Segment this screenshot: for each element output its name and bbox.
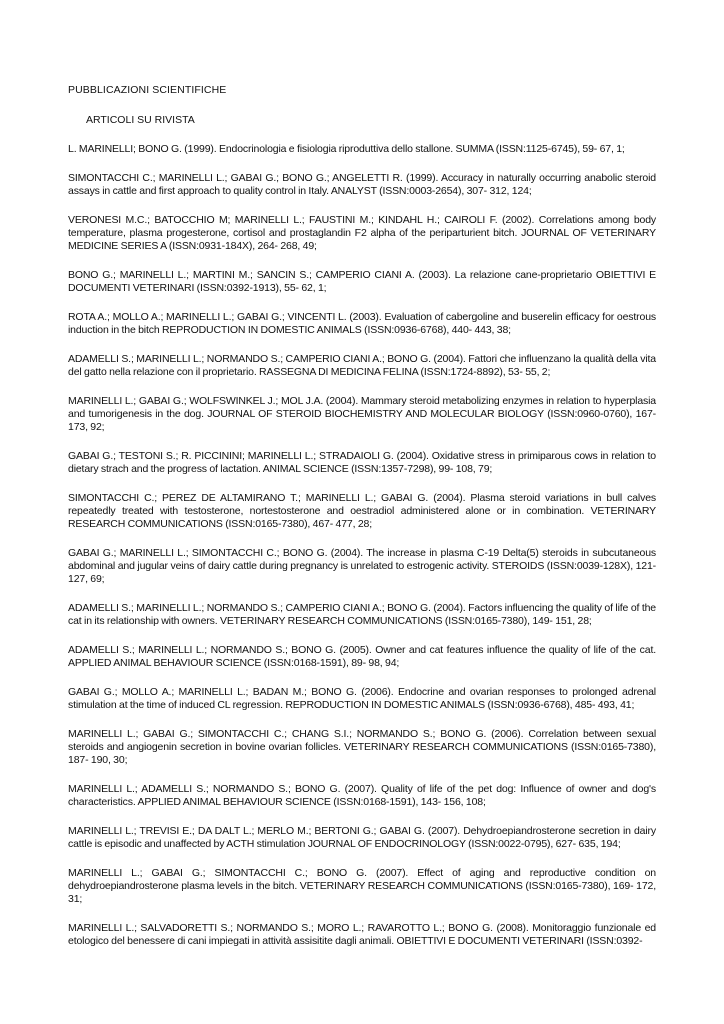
reference-entry: MARINELLI L.; GABAI G.; SIMONTACCHI C.; BONO G. (2007). Effect of aging and reproductive condition on dehydroepiandrosterone plasma levels in the bitch. VETERINARY RESEARCH COMMUNICATIONS (ISSN:0165-7380), 169- 172, 31; bbox=[68, 867, 656, 905]
reference-entry: MARINELLI L.; SALVADORETTI S.; NORMANDO S.; MORO L.; RAVAROTTO L.; BONO G. (2008). Monitoraggio funzionale ed etologico del benessere di cani impiegati in attività assisitite dagli animali. OBIETTIVI E DOCUMENTI VETERINARI (ISSN:0392- bbox=[68, 922, 656, 947]
reference-entry: ADAMELLI S.; MARINELLI L.; NORMANDO S.; CAMPERIO CIANI A.; BONO G. (2004). Factors influencing the quality of life of the cat in its relationship with owners. VETERINARY RESEARCH COMMUNICATIONS (ISSN:0165-7380), 149- 151, 28; bbox=[68, 602, 656, 627]
reference-entry: MARINELLI L.; GABAI G.; SIMONTACCHI C.; CHANG S.I.; NORMANDO S.; BONO G. (2006). Correlation between sexual steroids and angiogenin secretion in bovine ovarian follicles. VETERINARY RESEARCH COMMUNICATIONS (ISSN:0165-7380), 187- 190, 30; bbox=[68, 728, 656, 766]
document-page bbox=[68, 84, 656, 964]
reference-entry: MARINELLI L.; GABAI G.; WOLFSWINKEL J.; MOL J.A. (2004). Mammary steroid metabolizing enzymes in relation to hyperplasia and tumorigenesis in the dog. JOURNAL OF STEROID BIOCHEMISTRY AND MOLECULAR BIOLOGY (ISSN:0960-0760), 167- 173, 92; bbox=[68, 395, 656, 433]
reference-entry: BONO G.; MARINELLI L.; MARTINI M.; SANCIN S.; CAMPERIO CIANI A. (2003). La relazione cane-proprietario OBIETTIVI E DOCUMENTI VETERINARI (ISSN:0392-1913), 55- 62, 1; bbox=[68, 269, 656, 294]
reference-entry: L. MARINELLI; BONO G. (1999). Endocrinologia e fisiologia riproduttiva dello stallone. SUMMA (ISSN:1125-6745), 59- 67, 1; bbox=[68, 143, 625, 155]
reference-entry: GABAI G.; MOLLO A.; MARINELLI L.; BADAN M.; BONO G. (2006). Endocrine and ovarian responses to prolonged adrenal stimulation at the time of induced CL regression. REPRODUCTION IN DOMESTIC ANIMALS (ISSN:0936-6768), 485- 493, 41; bbox=[68, 686, 656, 711]
section-heading: ARTICOLI SU RIVISTA bbox=[86, 114, 195, 126]
reference-entry: GABAI G.; TESTONI S.; R. PICCININI; MARINELLI L.; STRADAIOLI G. (2004). Oxidative stress in primiparous cows in relation to dietary strach and the progress of lactation. ANIMAL SCIENCE (ISSN:1357-7298), 99- 108, 79; bbox=[68, 450, 656, 475]
reference-entry: VERONESI M.C.; BATOCCHIO M; MARINELLI L.; FAUSTINI M.; KINDAHL H.; CAIROLI F. (2002). Correlations among body temperature, plasma progesterone, cortisol and prostaglandin F2 alpha of the periparturient bitch. JOURNAL OF VETERINARY MEDICINE SERIES A (ISSN:0931-184X), 264- 268, 49; bbox=[68, 214, 656, 252]
reference-entry: GABAI G.; MARINELLI L.; SIMONTACCHI C.; BONO G. (2004). The increase in plasma C-19 Delta(5) steroids in subcutaneous abdominal and jugular veins of dairy cattle during pregnancy is unrelated to estrogenic activity. STEROIDS (ISSN:0039-128X), 121- 127, 69; bbox=[68, 547, 656, 585]
page-heading: PUBBLICAZIONI SCIENTIFICHE bbox=[68, 84, 227, 96]
reference-entry: SIMONTACCHI C.; MARINELLI L.; GABAI G.; BONO G.; ANGELETTI R. (1999). Accuracy in naturally occurring anabolic steroid assays in cattle and first approach to quality control in Italy. ANALYST (ISSN:0003-2654), 307- 312, 124; bbox=[68, 172, 656, 197]
reference-entry: MARINELLI L.; TREVISI E.; DA DALT L.; MERLO M.; BERTONI G.; GABAI G. (2007). Dehydroepiandrosterone secretion in dairy cattle is episodic and unaffected by ACTH stimulation JOURNAL OF ENDOCRINOLOGY (ISSN:0022-0795), 627- 635, 194; bbox=[68, 825, 656, 850]
reference-entry: SIMONTACCHI C.; PEREZ DE ALTAMIRANO T.; MARINELLI L.; GABAI G. (2004). Plasma steroid variations in bull calves repeatedly treated with testosterone, nortestosterone and oestradiol administered alone or in combination. VETERINARY RESEARCH COMMUNICATIONS (ISSN:0165-7380), 467- 477, 28; bbox=[68, 492, 656, 530]
reference-entry: ADAMELLI S.; MARINELLI L.; NORMANDO S.; CAMPERIO CIANI A.; BONO G. (2004). Fattori che influenzano la qualità della vita del gatto nella relazione con il proprietario. RASSEGNA DI MEDICINA FELINA (ISSN:1724-8892), 53- 55, 2; bbox=[68, 353, 656, 378]
reference-entry: ROTA A.; MOLLO A.; MARINELLI L.; GABAI G.; VINCENTI L. (2003). Evaluation of cabergoline and buserelin efficacy for oestrous induction in the bitch REPRODUCTION IN DOMESTIC ANIMALS (ISSN:0936-6768), 440- 443, 38; bbox=[68, 311, 656, 336]
reference-entry: ADAMELLI S.; MARINELLI L.; NORMANDO S.; BONO G. (2005). Owner and cat features influence the quality of life of the cat. APPLIED ANIMAL BEHAVIOUR SCIENCE (ISSN:0168-1591), 89- 98, 94; bbox=[68, 644, 656, 669]
reference-entry: MARINELLI L.; ADAMELLI S.; NORMANDO S.; BONO G. (2007). Quality of life of the pet dog: Influence of owner and dog's characteristics. APPLIED ANIMAL BEHAVIOUR SCIENCE (ISSN:0168-1591), 143- 156, 108; bbox=[68, 783, 656, 808]
